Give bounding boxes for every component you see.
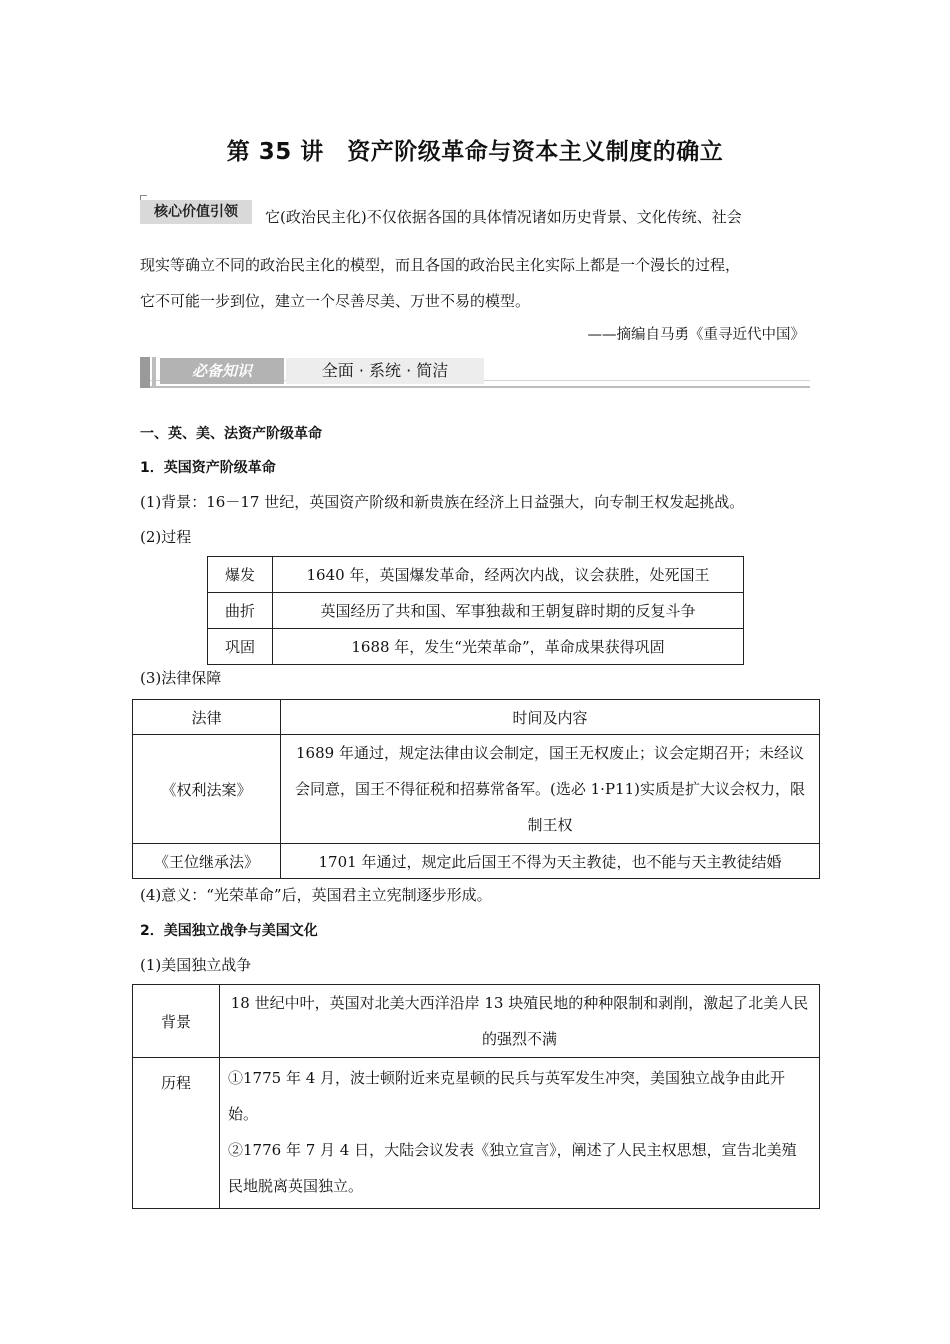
war-key: 历程 — [133, 1058, 220, 1209]
process-key: 爆发 — [208, 557, 273, 593]
process-value: 1688 年，发生“光荣革命”，革命成果获得巩固 — [273, 629, 744, 665]
banner-left-label: 必备知识 — [160, 358, 284, 384]
table-row — [208, 593, 744, 629]
war-history-item: ①1775 年 4 月，波士顿附近来克星顿的民兵与英军发生冲突，美国独立战争由此开始。 — [228, 1069, 786, 1123]
subsection-heading-uk: 1．英国资产阶级革命 — [140, 460, 276, 476]
table-row — [133, 1058, 820, 1209]
table-row — [133, 735, 820, 844]
table-row — [208, 629, 744, 665]
uk-background: (1)背景：16－17 世纪，英国资产阶级和新贵族在经济上日益强大，向专制王权发起挑战。 — [140, 493, 745, 511]
table-row — [133, 844, 820, 879]
us-war-label: (1)美国独立战争 — [140, 956, 252, 974]
process-value: 英国经历了共和国、军事独裁和王朝复辟时期的反复斗争 — [273, 593, 744, 629]
content-header: 时间及内容 — [281, 700, 820, 735]
table-row — [133, 985, 820, 1058]
uk-law-table — [132, 699, 820, 879]
section-heading: 一、英、美、法资产阶级革命 — [140, 426, 322, 442]
uk-significance: (4)意义：“光荣革命”后，英国君主立宪制逐步形成。 — [140, 886, 492, 904]
banner-bar-light — [152, 357, 156, 388]
process-key: 巩固 — [208, 629, 273, 665]
banner-right-label: 全面 · 系统 · 简洁 — [286, 358, 484, 384]
core-value-line3: 它不可能一步到位，建立一个尽善尽美、万世不易的模型。 — [140, 292, 531, 310]
core-value-line2: 现实等确立不同的政治民主化的模型，而且各国的政治民主化实际上都是一个漫长的过程， — [140, 256, 741, 274]
law-name: 《权利法案》 — [133, 735, 281, 844]
law-content: 1701 年通过，规定此后国王不得为天主教徒，也不能与天主教徒结婚 — [281, 844, 820, 879]
core-value-line1: 它(政治民主化)不仅依据各国的具体情况诸如历史背景、文化传统、社会 — [265, 208, 742, 226]
law-header: 法律 — [133, 700, 281, 735]
law-name: 《王位继承法》 — [133, 844, 281, 879]
war-key: 背景 — [133, 985, 220, 1058]
uk-law-label: (3)法律保障 — [140, 669, 222, 687]
uk-process-label: (2)过程 — [140, 528, 192, 546]
page-title: 第 35 讲 资产阶级革命与资本主义制度的确立 — [226, 139, 724, 165]
core-value-label: 核心价值引领 — [140, 200, 252, 224]
banner-divider — [140, 386, 810, 388]
uk-process-table — [207, 556, 744, 665]
process-value: 1640 年，英国爆发革命，经两次内战，议会获胜，处死国王 — [273, 557, 744, 593]
war-value: 18 世纪中叶，英国对北美大西洋沿岸 13 块殖民地的种种限制和剥削，激起了北美人民的强烈不满 — [220, 985, 820, 1058]
war-history-item: ②1776 年 7 月 4 日，大陆会议发表《独立宣言》，阐述了人民主权思想，宣告北美殖民地脱离英国独立。 — [228, 1141, 797, 1195]
process-key: 曲折 — [208, 593, 273, 629]
us-war-table — [132, 984, 820, 1209]
core-value-source: ——摘编自马勇《重寻近代中国》 — [587, 327, 805, 343]
table-row — [208, 557, 744, 593]
banner-bar — [140, 357, 150, 388]
war-history — [220, 1058, 820, 1209]
law-content: 1689 年通过，规定法律由议会制定，国王无权废止；议会定期召开；未经议会同意，国王不得征税和招募常备军。(选必 1·P11)实质是扩大议会权力，限制王权 — [281, 735, 820, 844]
subsection-heading-us: 2．美国独立战争与美国文化 — [140, 923, 318, 939]
table-header-row — [133, 700, 820, 735]
